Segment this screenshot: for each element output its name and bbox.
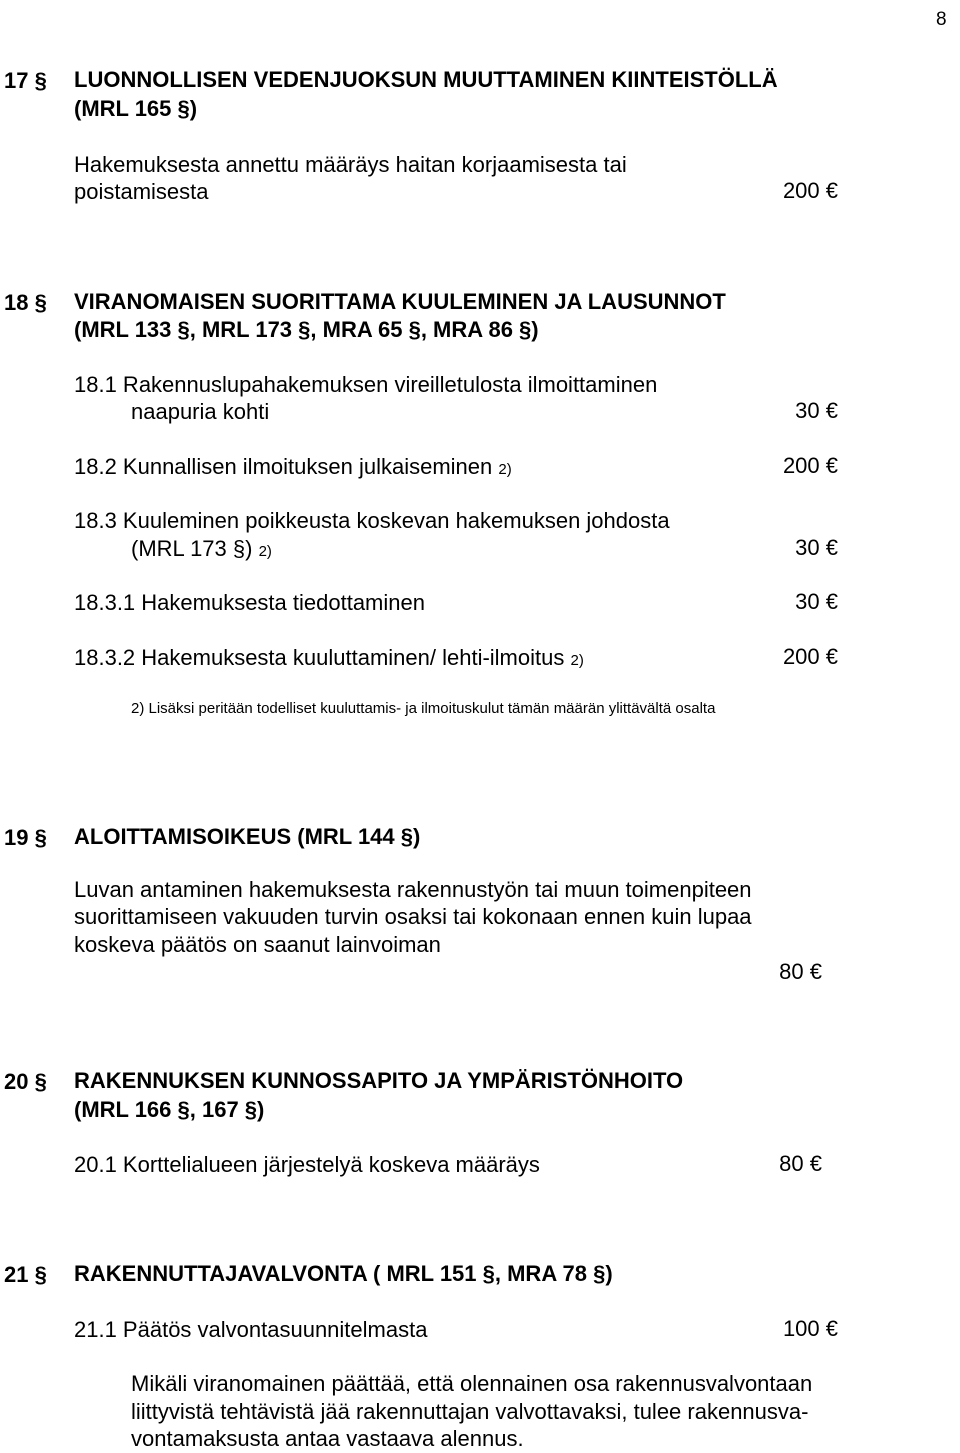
footnote-ref: 2) xyxy=(258,543,272,560)
section-title: RAKENNUTTAJAVALVONTA ( MRL 151 §, MRA 78 §) xyxy=(74,1261,613,1286)
paragraph-line: suorittamiseen vakuuden turvin osaksi tai kokonaan ennen kuin lupaa xyxy=(74,904,752,929)
section-title: ALOITTAMISOIKEUS (MRL 144 §) xyxy=(74,824,421,849)
paragraph-line: Luvan antaminen hakemuksesta rakennustyön tai muun toimenpiteen xyxy=(74,877,752,902)
item-text: 18.3.1 Hakemuksesta tiedottaminen xyxy=(74,590,425,615)
item-amount: 200 € xyxy=(782,644,838,669)
footnote-ref: 2) xyxy=(498,461,512,478)
item-amount: 30 € xyxy=(795,535,838,560)
item-text: 21.1 Päätös valvontasuunnitelmasta xyxy=(74,1317,428,1342)
item-text xyxy=(74,453,512,484)
section-title-ref: (MRL 166 §, 167 §) xyxy=(74,1097,265,1122)
item-text: 18.1 Rakennuslupahakemuksen vireilletulosta ilmoittaminen xyxy=(74,372,658,397)
item-text xyxy=(74,644,584,675)
section-title: RAKENNUKSEN KUNNOSSAPITO JA YMPÄRISTÖNHOITO xyxy=(74,1068,684,1093)
item-amount: 100 € xyxy=(782,1316,838,1341)
item-label: (MRL 173 §) xyxy=(131,536,253,561)
section-number: 18 § xyxy=(4,290,47,315)
page-number: 8 xyxy=(936,9,947,30)
item-label: 18.3.2 Hakemuksesta kuuluttaminen/ lehti-ilmoitus xyxy=(74,645,565,670)
paragraph-line: koskeva päätös on saanut lainvoiman xyxy=(74,932,441,957)
item-amount: 30 € xyxy=(795,589,838,614)
section-title-ref: (MRL 133 §, MRL 173 §, MRA 65 §, MRA 86 §) xyxy=(74,317,539,342)
item-text: 18.3 Kuuleminen poikkeusta koskevan hakemuksen johdosta xyxy=(74,508,670,533)
footnote: 2) Lisäksi peritään todelliset kuuluttamis- ja ilmoituskulut tämän määrän ylittävältä osalta xyxy=(131,700,716,717)
paragraph-line: liittyvistä tehtävistä jää rakennuttajan valvottavaksi, tulee rakennusva- xyxy=(131,1399,809,1424)
section-title: LUONNOLLISEN VEDENJUOKSUN MUUTTAMINEN KIINTEISTÖLLÄ xyxy=(74,67,778,92)
footnote-ref: 2) xyxy=(570,652,584,669)
section-title-ref: (MRL 165 §) xyxy=(74,96,198,121)
item-text: poistamisesta xyxy=(74,179,209,204)
item-text: naapuria kohti xyxy=(131,399,270,424)
item-amount: 80 € xyxy=(779,959,822,984)
item-text xyxy=(131,535,272,566)
item-text: Hakemuksesta annettu määräys haitan korjaamisesta tai xyxy=(74,152,627,177)
item-text: 20.1 Korttelialueen järjestelyä koskeva määräys xyxy=(74,1152,540,1177)
section-number: 20 § xyxy=(4,1069,47,1094)
item-amount: 80 € xyxy=(779,1151,822,1176)
item-amount: 200 € xyxy=(782,453,838,478)
item-amount: 200 € xyxy=(782,178,838,203)
paragraph-line: vontamaksusta antaa vastaava alennus. xyxy=(131,1426,524,1451)
section-number: 21 § xyxy=(4,1262,47,1287)
section-number: 19 § xyxy=(4,825,47,850)
item-label: 18.2 Kunnallisen ilmoituksen julkaiseminen xyxy=(74,454,493,479)
section-title: VIRANOMAISEN SUORITTAMA KUULEMINEN JA LAUSUNNOT xyxy=(74,289,726,314)
paragraph-line: Mikäli viranomainen päättää, että olennainen osa rakennusvalvontaan xyxy=(131,1371,813,1396)
section-number: 17 § xyxy=(4,68,47,93)
item-amount: 30 € xyxy=(795,398,838,423)
